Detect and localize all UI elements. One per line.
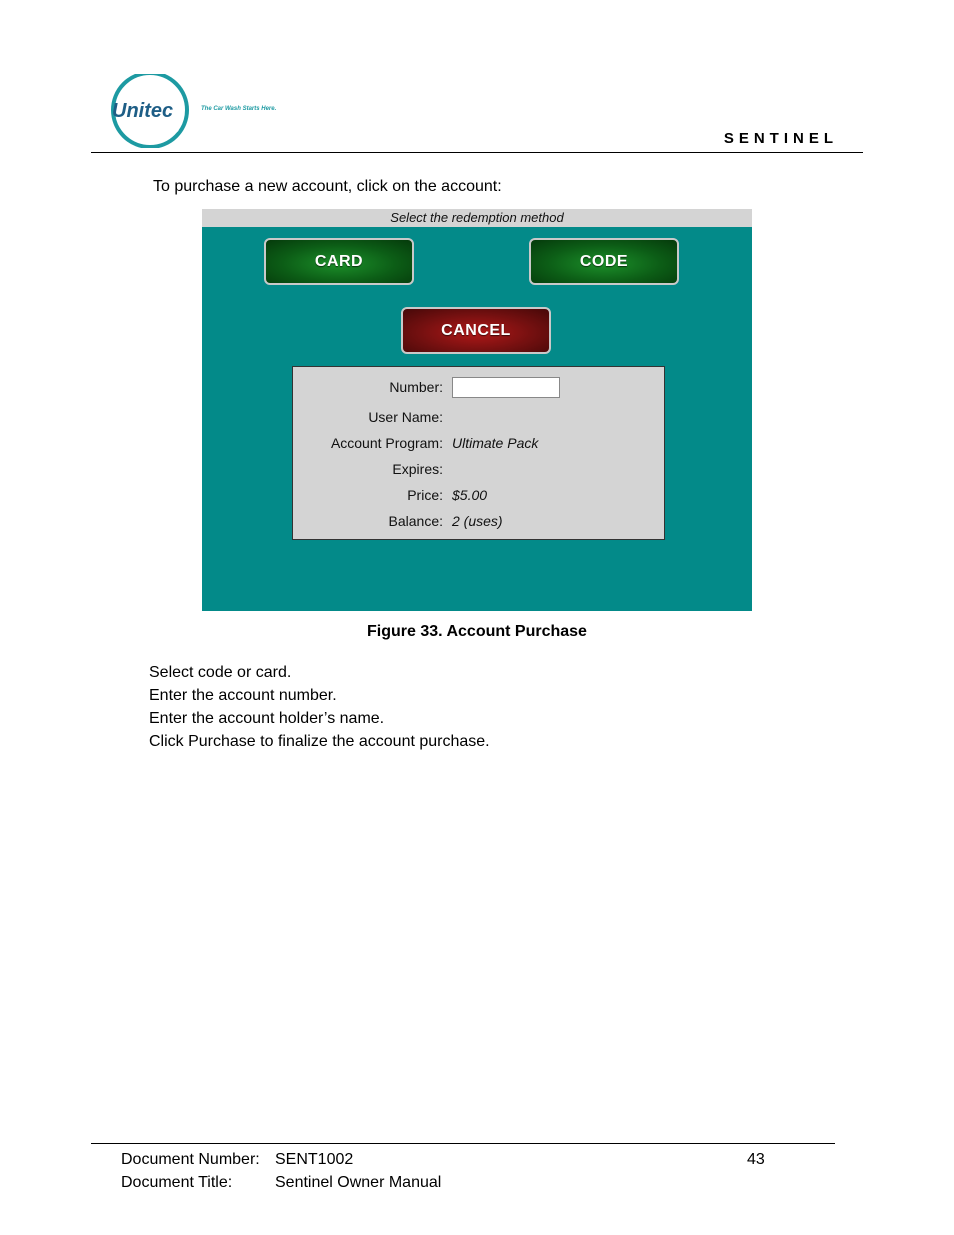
unitec-logo: [110, 74, 194, 148]
price-value: $5.00: [452, 487, 488, 503]
user-name-label: User Name:: [368, 409, 443, 425]
step-4: Click Purchase to finalize the account purchase.: [149, 733, 490, 750]
footer-divider: [91, 1143, 835, 1144]
balance-row: [293, 511, 664, 531]
balance-label: Balance:: [388, 513, 443, 529]
cancel-button[interactable]: CANCEL: [401, 307, 551, 354]
step-1: Select code or card.: [149, 664, 292, 681]
figure-caption: Figure 33. Account Purchase: [367, 623, 587, 640]
number-row: [293, 377, 664, 397]
header-divider: [91, 152, 863, 153]
doc-title: Sentinel Owner Manual: [275, 1174, 442, 1191]
number-label: Number:: [389, 379, 443, 395]
logo-ring-icon: [110, 74, 194, 148]
step-2: Enter the account number.: [149, 687, 337, 704]
brand-name: SENTINEL: [723, 130, 838, 147]
number-input[interactable]: [452, 377, 560, 398]
intro-paragraph: To purchase a new account, click on the account:: [153, 178, 502, 195]
redemption-screen: [202, 209, 752, 611]
screen-title: Select the redemption method: [202, 209, 752, 227]
doc-number: SENT1002: [275, 1151, 354, 1168]
logo-tagline: The Car Wash Starts Here.: [201, 106, 277, 112]
price-row: [293, 485, 664, 505]
logo-wordmark: Unitec: [112, 100, 174, 122]
code-button[interactable]: CODE: [529, 238, 679, 285]
account-info-box: [292, 366, 665, 540]
page-number: 43: [747, 1151, 765, 1168]
balance-value: 2 (uses): [452, 513, 503, 529]
price-label: Price:: [407, 487, 443, 503]
step-3: Enter the account holder’s name.: [149, 710, 385, 727]
expires-label: Expires:: [392, 461, 443, 477]
user-name-row: [293, 407, 664, 427]
account-program-row: [293, 433, 664, 453]
doc-title-label: Document Title:: [121, 1174, 233, 1191]
expires-row: [293, 459, 664, 479]
doc-number-label: Document Number:: [121, 1151, 260, 1168]
account-program-value: Ultimate Pack: [452, 435, 539, 451]
card-button[interactable]: CARD: [264, 238, 414, 285]
account-program-label: Account Program:: [330, 435, 443, 451]
